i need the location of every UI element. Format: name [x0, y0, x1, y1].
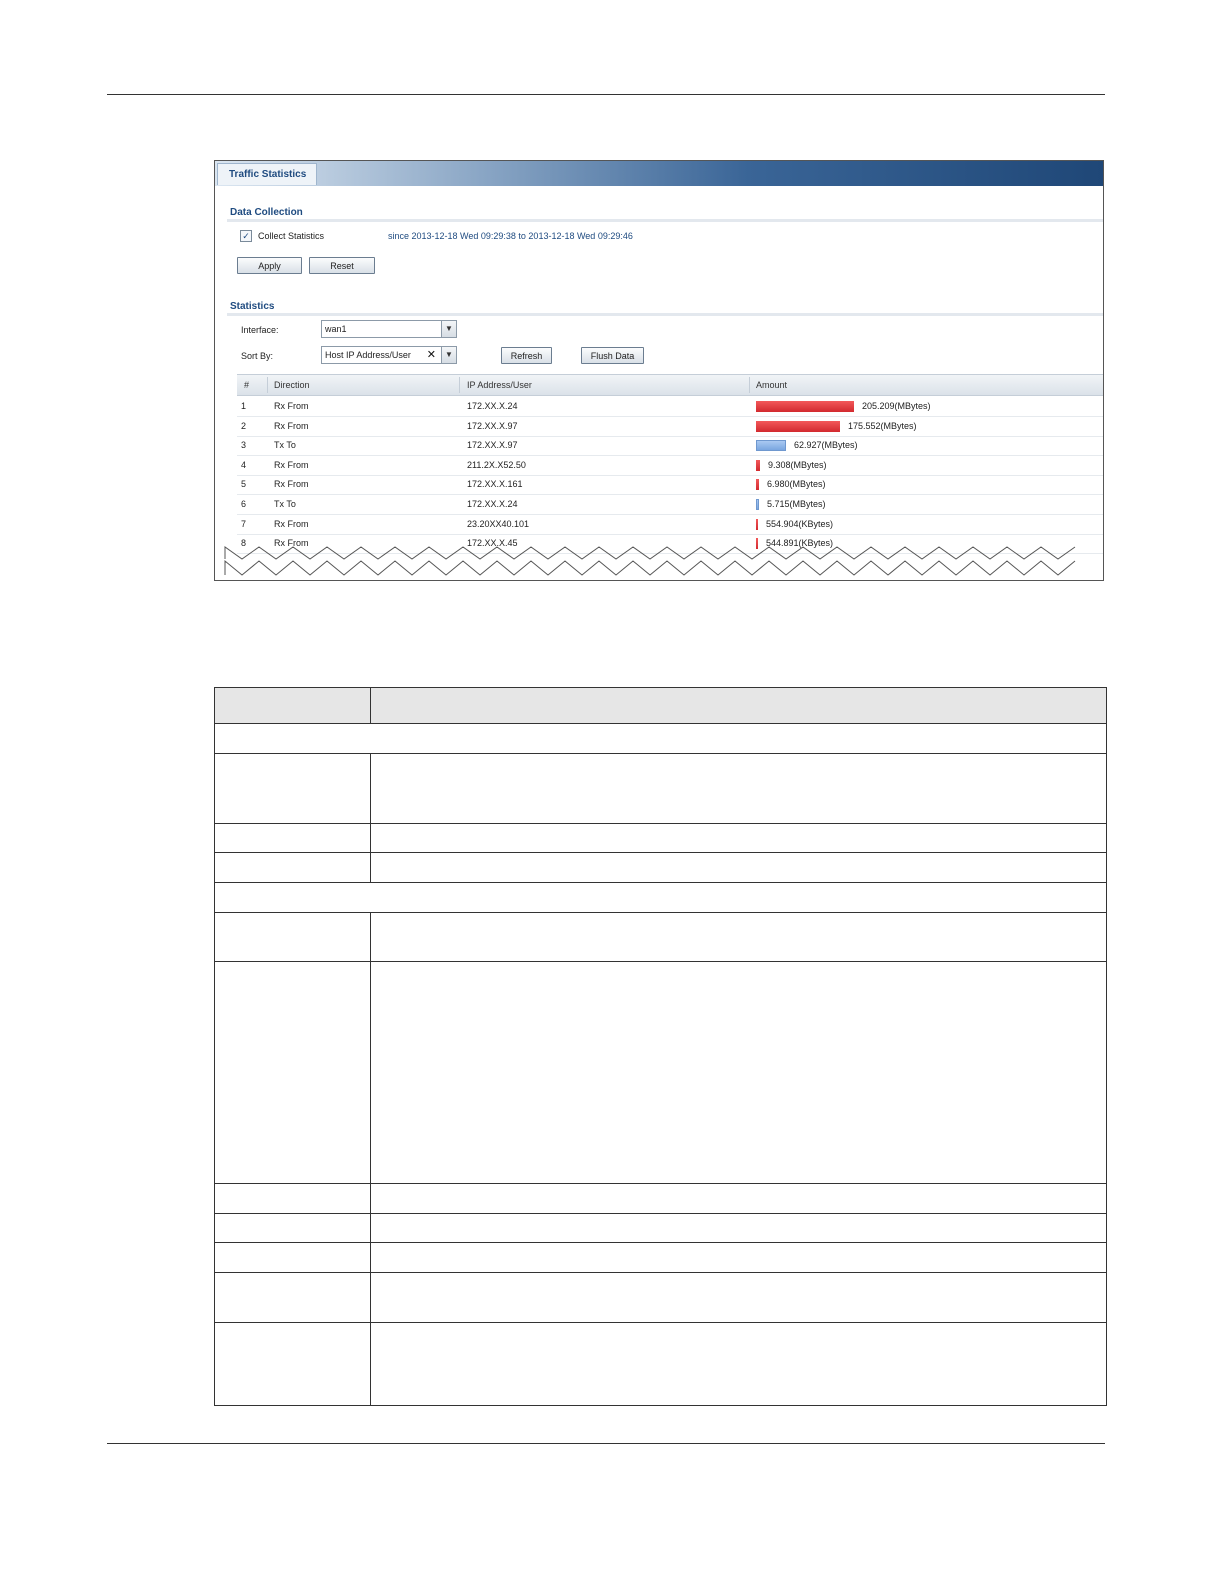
row-amount: 62.927(MBytes) — [794, 440, 858, 451]
row-ip-address: 211.2X.X52.50 — [467, 459, 526, 470]
table-row[interactable] — [237, 397, 1103, 417]
row-ip-address: 172.XX.X.161 — [467, 479, 523, 490]
chevron-down-icon[interactable]: ▼ — [441, 321, 456, 337]
table-row — [215, 1243, 1106, 1273]
interface-label: Interface: — [241, 325, 279, 335]
row-amount: 5.715(MBytes) — [767, 499, 826, 509]
table-row[interactable] — [237, 515, 1103, 535]
page-header-rule — [107, 94, 1105, 95]
tab-bar — [215, 161, 1103, 186]
table-row[interactable] — [237, 475, 1103, 495]
row-number: 3 — [241, 440, 247, 451]
amount-bar — [756, 519, 758, 530]
sort-by-value: Host IP Address/User — [325, 350, 411, 360]
row-number: 2 — [241, 420, 247, 431]
row-number: 6 — [241, 499, 247, 509]
table-cell-label — [215, 1214, 371, 1242]
collect-statistics-checkbox[interactable]: ✓ — [240, 230, 252, 242]
interface-value: wan1 — [325, 324, 347, 334]
amount-bar — [756, 421, 840, 432]
statistics-title: Statistics — [230, 301, 275, 312]
amount-bar — [756, 479, 759, 490]
column-header-ip-address[interactable]: IP Address/User — [467, 380, 532, 390]
clear-icon[interactable]: ✕ — [426, 349, 436, 361]
table-row[interactable] — [237, 417, 1103, 437]
section-divider — [227, 219, 1103, 222]
row-amount: 554.904(KBytes) — [766, 518, 834, 529]
table-row — [215, 913, 1106, 962]
row-number: 4 — [241, 459, 247, 470]
row-direction: Tx To — [274, 499, 296, 509]
row-number: 8 — [241, 538, 247, 549]
column-header-amount[interactable]: Amount — [756, 380, 788, 390]
tab-traffic-statistics[interactable]: Traffic Statistics — [217, 163, 317, 185]
table-cell-label — [215, 853, 371, 882]
cropped-edge-zigzag — [215, 543, 1103, 580]
table-row[interactable] — [237, 456, 1103, 476]
row-ip-address: 172.XX.X.97 — [467, 420, 518, 431]
amount-bar — [756, 401, 854, 412]
row-amount: 9.308(MBytes) — [768, 459, 827, 470]
sort-by-select[interactable] — [321, 346, 457, 364]
table-section-row — [215, 883, 1106, 913]
interface-select[interactable] — [321, 320, 457, 338]
row-direction: Rx From — [274, 459, 309, 470]
sort-by-label: Sort By: — [241, 351, 274, 361]
refresh-button[interactable]: Refresh — [501, 347, 552, 364]
reset-button[interactable]: Reset — [309, 257, 375, 274]
collect-statistics-label: Collect Statistics — [258, 231, 325, 241]
table-cell-label — [215, 1184, 371, 1213]
statistics-table-header — [237, 374, 1103, 396]
row-amount: 175.552(MBytes) — [848, 420, 917, 431]
table-cell-label — [215, 1243, 371, 1272]
table-cell-label — [215, 754, 371, 823]
row-direction: Rx From — [274, 518, 309, 529]
row-number: 7 — [241, 518, 247, 529]
table-row — [215, 853, 1106, 883]
column-header-direction[interactable]: Direction — [274, 380, 310, 390]
table-cell-label — [215, 1323, 371, 1405]
row-number: 5 — [241, 479, 247, 490]
table-header-row — [215, 688, 1106, 724]
section-divider — [227, 313, 1103, 316]
row-ip-address: 172.XX.X.45 — [467, 538, 518, 549]
row-amount: 544.891(KBytes) — [766, 538, 834, 549]
row-number: 1 — [241, 401, 247, 411]
column-header-number[interactable]: # — [244, 380, 250, 390]
table-cell-label — [215, 824, 371, 852]
apply-button[interactable]: Apply — [237, 257, 302, 274]
row-direction: Rx From — [274, 420, 309, 431]
table-row — [215, 1214, 1106, 1243]
table-cell-label — [215, 913, 371, 961]
table-row — [215, 1323, 1106, 1405]
row-ip-address: 172.XX.X.24 — [467, 401, 518, 411]
field-description-table — [214, 687, 1107, 1406]
table-row[interactable] — [237, 495, 1103, 515]
table-row — [215, 754, 1106, 824]
row-amount: 205.209(MBytes) — [862, 401, 931, 411]
row-direction: Rx From — [274, 479, 309, 490]
table-row — [215, 824, 1106, 853]
row-direction: Rx From — [274, 538, 309, 549]
chevron-down-icon[interactable]: ▼ — [441, 347, 456, 363]
table-cell-label — [215, 962, 371, 1183]
data-collection-title: Data Collection — [230, 207, 303, 218]
row-amount: 6.980(MBytes) — [767, 479, 826, 490]
table-section-row — [215, 724, 1106, 754]
table-row — [215, 1273, 1106, 1323]
table-row — [215, 1184, 1106, 1214]
page-footer-rule — [107, 1443, 1105, 1444]
row-ip-address: 172.XX.X.97 — [467, 440, 518, 451]
row-ip-address: 172.XX.X.24 — [467, 499, 518, 509]
amount-bar — [756, 499, 759, 510]
amount-bar — [756, 440, 786, 451]
row-ip-address: 23.20XX40.101 — [467, 518, 530, 529]
table-row[interactable] — [237, 436, 1103, 456]
table-row — [215, 962, 1106, 1184]
row-direction: Rx From — [274, 401, 309, 411]
amount-bar — [756, 460, 760, 471]
header-cell-label — [215, 688, 371, 723]
collection-period-text: since 2013-12-18 Wed 09:29:38 to 2013-12-18 Wed 09:29:46 — [388, 231, 633, 241]
flush-data-button[interactable]: Flush Data — [581, 347, 644, 364]
traffic-statistics-screenshot — [214, 160, 1104, 581]
row-direction: Tx To — [274, 440, 296, 451]
table-cell-label — [215, 1273, 371, 1322]
